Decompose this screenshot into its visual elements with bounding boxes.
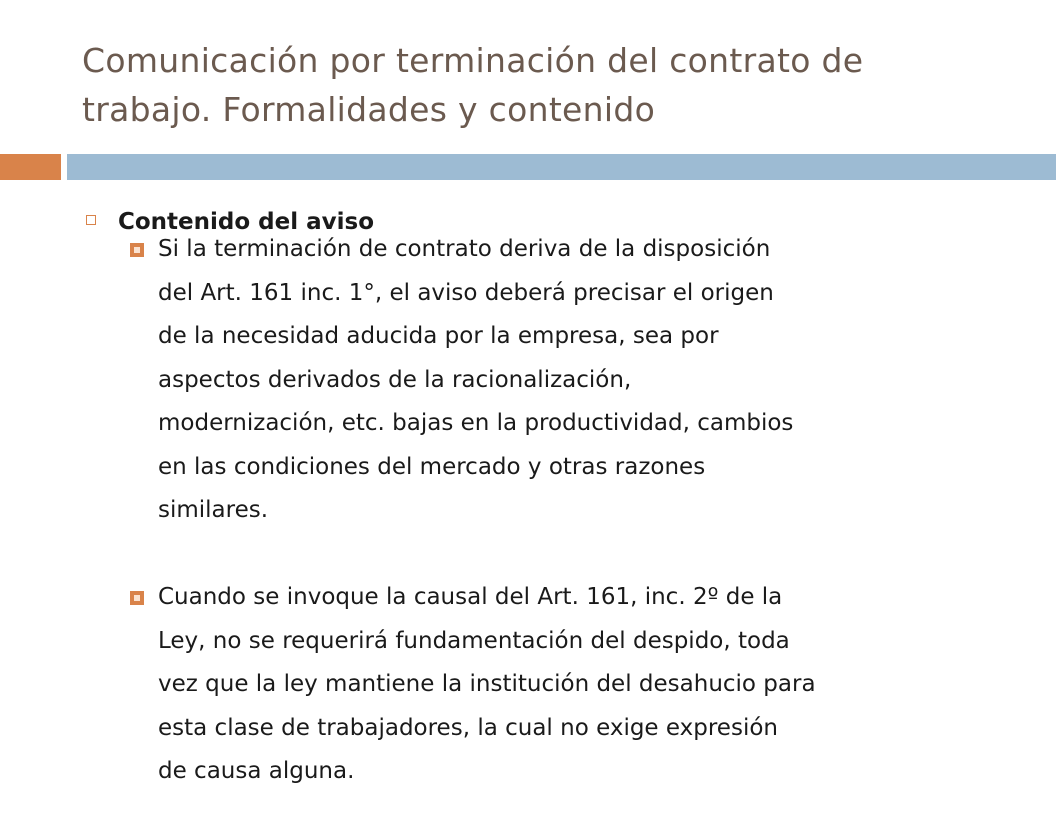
text-line: de causa alguna. [158, 758, 355, 784]
filled-square-bullet-icon [130, 243, 144, 257]
text-line: esta clase de trabajadores, la cual no exige expresión [158, 714, 778, 741]
accent-band-orange [0, 154, 61, 180]
section-heading: Contenido del aviso [118, 209, 375, 235]
hollow-square-icon [86, 215, 96, 225]
text-line: en las condiciones del mercado y otras razones [158, 453, 706, 480]
filled-square-bullet-icon [130, 591, 144, 605]
text-line: de la necesidad aducida por la empresa, sea por [158, 323, 719, 349]
text-line: Cuando se invoque la causal del Art. 161, inc. 2º de la [158, 584, 783, 610]
slide-title-line-2: trabajo. Formalidades y contenido [82, 90, 656, 129]
accent-band-blue [67, 154, 1056, 180]
list-item-text [158, 576, 1020, 794]
list-item-text [158, 228, 1020, 533]
text-line: vez que la ley mantiene la institución del desahucio para [158, 671, 816, 697]
slide-title [82, 36, 1032, 134]
text-line: Ley, no se requerirá fundamentación del despido, toda [158, 627, 790, 654]
text-line: aspectos derivados de la racionalización, [158, 366, 632, 393]
text-line: Si la terminación de contrato deriva de la disposición [158, 236, 771, 262]
text-line: del Art. 161 inc. 1°, el aviso deberá precisar el origen [158, 279, 774, 306]
text-line: similares. [158, 497, 269, 523]
slide-title-line-1: Comunicación por terminación del contrato de [82, 41, 864, 80]
text-line: modernización, etc. bajas en la productividad, cambios [158, 410, 794, 436]
